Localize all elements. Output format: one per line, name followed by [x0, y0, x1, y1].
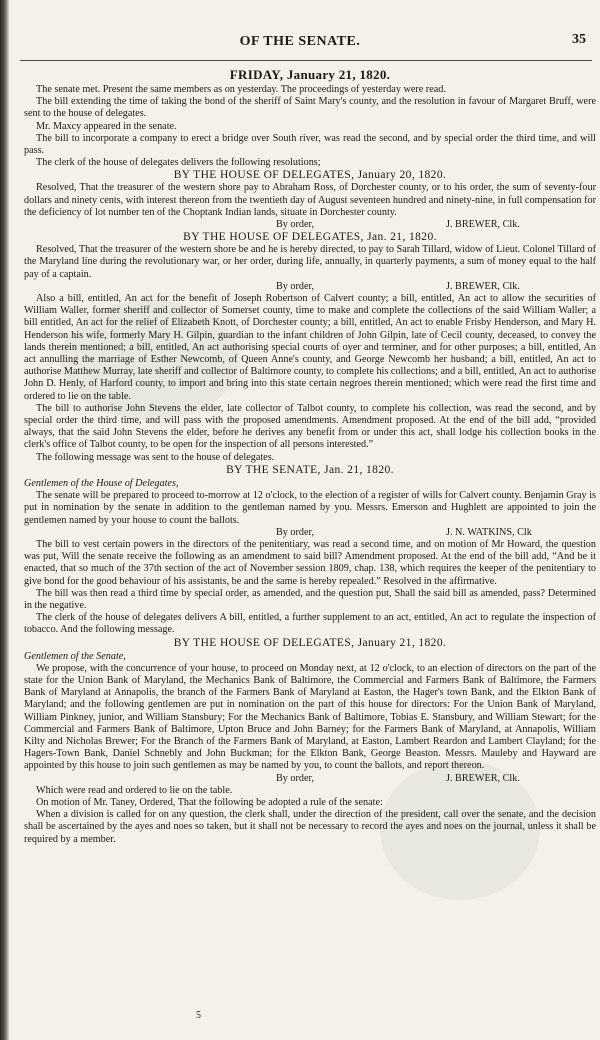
date-heading: FRIDAY, January 21, 1820.: [229, 67, 391, 82]
house-message-heading: BY THE HOUSE OF DELEGATES, January 21, 1820.: [173, 636, 447, 649]
journal-body: [24, 66, 596, 1016]
paragraph-division-rule: When a division is called for on any question, the clerk shall, under the direction of the president, call over the senate, and the decision shall be ascertained by the ayes and noes so taken, but it shall not be necessary to record the ayes and noes on the journal, unless it shall be required by a member.: [24, 809, 596, 845]
resolution-ross: Resolved, That the treasurer of the western shore pay to Abraham Ross, of Dorchester county, or to his order, the sum of seventy-four dollars and ninety cents, with interest thereon from the twentieth day of August seventeen hundred and ninety-nine, in full compensation for the deficiency of lot number ten of the Choptank Indian lands, situate in Dorchester county.: [24, 182, 596, 218]
paragraph-third-reading: The bill was then read a third time by special order, as amended, and the question put, Shall the said bill as amended, pass? Determined in the negative.: [24, 587, 596, 611]
paragraph-maxcy: Mr. Maxcy appeared in the senate.: [36, 120, 177, 132]
paragraph-taney-motion: On motion of Mr. Taney, Ordered, That the following be adopted a rule of the senate:: [36, 796, 383, 808]
paragraph-bills-list: Also a bill, entitled, An act for the benefit of Joseph Robertson of Calvert county; a bill, entitled, An act to allow the securities of William Waller, former sheriff and collector of Somerset county, time to make and complete the collections of the said William Waller; a bill entitled, An act for the relief of Elizabeth Knott, of Dorchester county; a bill, entitled, An act to enable Frisby Henderson, and Mary H. Henderson his wife, formerly Mary H. Gilpin, guardian to the infant children of John Gilpin, late of Cecil county, deceased, to convey the lands therein mentioned; a bill, entitled, An act authorising special courts of oyer and terminer, and for other purposes; a bill, entitled, An act annulling the marriage of Esther Newcomb, of Queen Anne's county, and George Newcomb her husband; a bill, entitled, An act to authorise Matthew Murray, late sheriff and collector of Baltimore county, to complete his collections; and a bill, entitled, An act to authorise John D. Henly, of Harford county, to import and bring into this state certain negroes therein mentioned; which were read the first time and ordered to lie on the table.: [24, 293, 596, 402]
by-order-label: By order,: [276, 219, 315, 231]
running-title: OF THE SENATE.: [239, 34, 361, 49]
signer-name: J. BREWER, Clk.: [446, 280, 520, 292]
senate-message-text: The senate will be prepared to proceed to-morrow at 12 o'clock, to the election of a register of wills for Calvert county. Benjamin Gray is put in nomination by the senate in addition to the gentleman named by you. Messrs. Emerson and Hughlett are appointed to join the gentlemen named by your house to count the ballots.: [24, 490, 596, 526]
paragraph-clerk-delivers: The clerk of the house of delegates delivers the following resolutions;: [36, 157, 321, 169]
paragraph-message-sent: The following message was sent to the house of delegates.: [36, 451, 275, 463]
paragraph-penitentiary: The bill to vest certain powers in the directors of the penitentiary, was read a second time, and on motion of Mr Howard, the question was put, Will the senate receive the following as an amendment to said bill? Amendment proposed. At the end of the bill add, “And be it enacted, that so much of the 37th section of the act of November session 1809, chap. 138, which requires the keeper of the penitentiary to give bond for the good behaviour of his assistants, be and the same is hereby repealed.” Resolved in the affirmative.: [24, 538, 596, 587]
resolution-heading: BY THE HOUSE OF DELEGATES, January 20, 1820.: [173, 169, 447, 182]
signature-block: [24, 527, 596, 539]
signature-block: [24, 219, 596, 231]
signature-mark: 5: [196, 1010, 201, 1021]
senate-message-heading: BY THE SENATE, Jan. 21, 1820.: [226, 463, 394, 476]
page-number: 35: [572, 32, 586, 47]
binding-gutter: [0, 0, 9, 1040]
paragraph-lie-on-table: Which were read and ordered to lie on the table.: [36, 784, 233, 796]
salutation: Gentlemen of the Senate,: [24, 650, 126, 662]
by-order-label: By order,: [276, 772, 315, 784]
by-order-label: By order,: [276, 280, 315, 292]
paragraph-bridge-bill: The bill to incorporate a company to erect a bridge over South river, was read the second, and by special order the third time, and will pass.: [24, 132, 596, 157]
signer-name: J. BREWER, Clk.: [446, 772, 520, 784]
paragraph-stevens-bill: The bill to authorise John Stevens the elder, late collector of Talbot county, to complete his collection, was read the second, and by special order the third time, and will pass with the proposed amendments. Amendment proposed. At the end of the bill add, “provided always, that the said John Stevens the elder, before he derives any benefit from or under this act, shall lodge his collection books in the clerk's office of Talbot county, to be open for the inspection of all persons interested.”: [24, 402, 596, 451]
signature-block: [24, 281, 596, 293]
signer-name: J. BREWER, Clk.: [446, 219, 520, 231]
by-order-label: By order,: [276, 526, 315, 538]
resolution-tillard: Resolved, That the treasurer of the western shore be and he is hereby directed, to pay to Sarah Tillard, widow of Lieut. Colonel Tillard of the Maryland line during the revolutionary war, or her order, during life, annually, in quarterly payments, a sum of money equal to the half pay of a captain.: [24, 244, 596, 280]
paragraph-tobacco-bill: The clerk of the house of delegates delivers A bill, entitled, a further supplement to an act, entitled, An act to regulate the inspection of tobacco. And the following message.: [24, 612, 596, 636]
signer-name: J. N. WATKINS, Clk: [446, 526, 532, 538]
header-rule: [20, 60, 592, 61]
signature-block: [24, 773, 596, 785]
house-message-text: We propose, with the concurrence of your house, to proceed on Monday next, at 12 o'clock, to an election of directors on the part of the state for the Union Bank of Maryland, the Mechanics Bank of Baltimore, the Commercial and Farmers Bank of Baltimore, the Farmers Bank of Maryland at Annapolis, the branch of the Farmers Bank of Maryland at Easton, the Hager's town Bank, and the Elkton Bank of Maryland; and the following gentlemen are put in nomination on the part of this house for directors: For the Union Bank of Maryland, William Pinkney, junior, and William Stansbury; For the Mechanics Bank of Baltimore, Tobias E. Stansbury, and William Stewart; for the Commercial and Farmers Bank of Baltimore, Upton Bruce and John Barney; for the Farmers Bank of Maryland, at Annapolis, William Kilty and Nicholas Brewer; For the Branch of the Farmers Bank of Maryland, at Easton, Lambert Reardon and Lambert Clayland; for the Hagers-Town Bank, Daniel Schnebly and John Buckman; for the Elkton Bank, George Beaston. Messrs. Mauleby and Hayward are appointed by this house to join such gentlemen as may be named by you, to count the ballots, and report thereon.: [24, 662, 596, 772]
page-header: [0, 34, 600, 56]
paragraph-senate-met: The senate met. Present the same members as on yesterday. The proceedings of yesterday were read.: [36, 84, 446, 95]
resolution-heading: BY THE HOUSE OF DELEGATES, Jan. 21, 1820.: [183, 231, 437, 244]
salutation: Gentlemen of the House of Delegates,: [24, 477, 179, 489]
paragraph-bills-sent: The bill extending the time of taking the bond of the sheriff of Saint Mary's county, and the resolution in favour of Margaret Bruff, were sent to the house of delegates.: [24, 96, 596, 120]
